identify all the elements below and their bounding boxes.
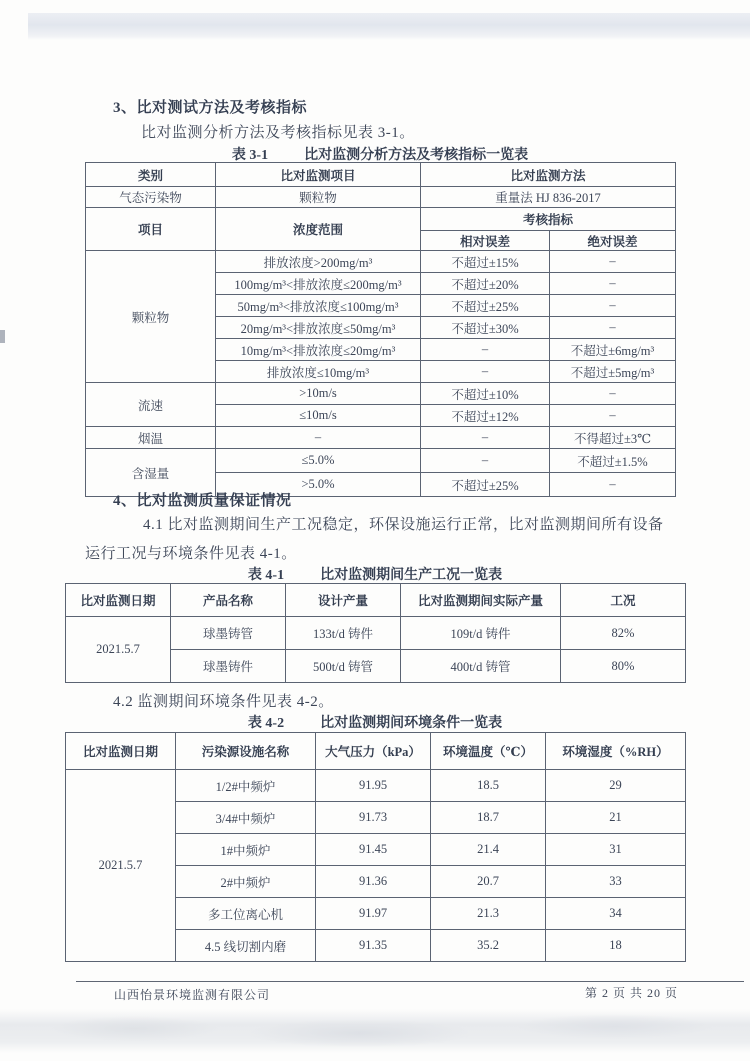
- section-4-1-text-line1: 4.1 比对监测期间生产工况稳定，环保设施运行正常，比对监测期间所有设备: [143, 517, 664, 533]
- relative-error-cell: –: [421, 339, 550, 361]
- header-load: 工况: [561, 584, 686, 617]
- load-cell: 80%: [561, 650, 686, 683]
- group-label-moisture: 含湿量: [86, 449, 216, 497]
- table-4-2-caption-title: 比对监测期间环境条件一览表: [320, 716, 503, 731]
- absolute-error-cell: 不超过±5mg/m³: [550, 361, 676, 383]
- load-cell: 82%: [561, 617, 686, 650]
- method-cell: 重量法 HJ 836-2017: [421, 187, 676, 208]
- relative-error-cell: 不超过±25%: [421, 473, 550, 497]
- product-cell: 球墨铸管: [171, 617, 286, 650]
- absolute-error-cell: –: [550, 405, 676, 427]
- range-cell: 10mg/m³<排放浓度≤20mg/m³: [216, 339, 421, 361]
- relative-error-cell: 不超过±10%: [421, 383, 550, 405]
- table-row: [66, 770, 686, 802]
- header-item: 比对监测项目: [216, 163, 421, 187]
- header-design-output: 设计产量: [286, 584, 401, 617]
- absolute-error-cell: –: [550, 251, 676, 273]
- absolute-error-cell: –: [550, 295, 676, 317]
- pressure-cell: 91.73: [316, 802, 431, 834]
- subheader-indicator: 考核指标: [421, 208, 676, 231]
- range-cell: ≤10m/s: [216, 405, 421, 427]
- facility-cell: 1/2#中频炉: [176, 770, 316, 802]
- relative-error-cell: 不超过±15%: [421, 251, 550, 273]
- table-header-row: [86, 163, 676, 187]
- relative-error-cell: –: [421, 361, 550, 383]
- range-cell: 排放浓度>200mg/m³: [216, 251, 421, 273]
- table-3-1-caption-title: 比对监测分析方法及考核指标一览表: [304, 148, 529, 163]
- range-cell: >10m/s: [216, 383, 421, 405]
- table-header-row: [66, 584, 686, 617]
- relative-error-cell: 不超过±25%: [421, 295, 550, 317]
- pressure-cell: 91.35: [316, 930, 431, 962]
- range-cell: ≤5.0%: [216, 449, 421, 473]
- section-4-heading: 4、比对监测质量保证情况: [113, 493, 292, 509]
- temperature-cell: 21.4: [431, 834, 546, 866]
- facility-cell: 4.5 线切割内磨: [176, 930, 316, 962]
- category-cell: 气态污染物: [86, 187, 216, 208]
- relative-error-cell: 不超过±30%: [421, 317, 550, 339]
- table-4-2-caption-label: 表 4-2: [247, 716, 285, 731]
- production-condition-table: [65, 583, 686, 683]
- range-cell: –: [216, 427, 421, 449]
- group-label-flue-temperature: 烟温: [86, 427, 216, 449]
- scan-shadow-band-bottom: [0, 1009, 750, 1053]
- table-4-1-caption-label: 表 4-1: [247, 568, 285, 583]
- table-subheader-row: [86, 208, 676, 231]
- subheader-relative-error: 相对误差: [421, 231, 550, 251]
- table-row: [86, 383, 676, 405]
- pressure-cell: 91.97: [316, 898, 431, 930]
- header-category: 类别: [86, 163, 216, 187]
- table-4-2-caption: [65, 712, 685, 732]
- humidity-cell: 21: [546, 802, 686, 834]
- section-3-heading: 3、比对测试方法及考核指标: [113, 100, 308, 116]
- facility-cell: 2#中频炉: [176, 866, 316, 898]
- header-method: 比对监测方法: [421, 163, 676, 187]
- pressure-cell: 91.45: [316, 834, 431, 866]
- temperature-cell: 18.5: [431, 770, 546, 802]
- temperature-cell: 20.7: [431, 866, 546, 898]
- environment-condition-table: [65, 732, 686, 962]
- monitoring-date-cell: 2021.5.7: [66, 770, 176, 962]
- relative-error-cell: 不超过±12%: [421, 405, 550, 427]
- facility-cell: 1#中频炉: [176, 834, 316, 866]
- absolute-error-cell: 不超过±1.5%: [550, 449, 676, 473]
- table-4-1-caption: [65, 564, 685, 584]
- footer-divider: [76, 981, 744, 982]
- table-row: [86, 427, 676, 449]
- header-actual-output: 比对监测期间实际产量: [401, 584, 561, 617]
- section-4-1-text-line2: 运行工况与环境条件见表 4-1。: [85, 546, 297, 562]
- range-cell: 20mg/m³<排放浓度≤50mg/m³: [216, 317, 421, 339]
- table-row: [86, 449, 676, 473]
- humidity-cell: 31: [546, 834, 686, 866]
- absolute-error-cell: –: [550, 473, 676, 497]
- absolute-error-cell: –: [550, 383, 676, 405]
- subheader-project: 项目: [86, 208, 216, 251]
- section-4-2-text: 4.2 监测期间环境条件见表 4-2。: [113, 694, 334, 710]
- footer-company-name: 山西怡景环境监测有限公司: [114, 988, 271, 1002]
- group-label-flow-velocity: 流速: [86, 383, 216, 427]
- humidity-cell: 34: [546, 898, 686, 930]
- footer-page-number: 第 2 页 共 20 页: [585, 986, 679, 1000]
- pressure-cell: 91.95: [316, 770, 431, 802]
- actual-output-cell: 400t/d 铸管: [401, 650, 561, 683]
- table-row: [86, 251, 676, 273]
- absolute-error-cell: 不超过±6mg/m³: [550, 339, 676, 361]
- range-cell: 排放浓度≤10mg/m³: [216, 361, 421, 383]
- pressure-cell: 91.36: [316, 866, 431, 898]
- table-row: [86, 187, 676, 208]
- table-row: [66, 617, 686, 650]
- table-4-1-caption-title: 比对监测期间生产工况一览表: [320, 568, 503, 583]
- relative-error-cell: 不超过±20%: [421, 273, 550, 295]
- header-facility-name: 污染源设施名称: [176, 733, 316, 770]
- monitoring-date-cell: 2021.5.7: [66, 617, 171, 683]
- relative-error-cell: –: [421, 449, 550, 473]
- temperature-cell: 18.7: [431, 802, 546, 834]
- relative-error-cell: –: [421, 427, 550, 449]
- method-indicator-table: [85, 162, 676, 497]
- humidity-cell: 33: [546, 866, 686, 898]
- actual-output-cell: 109t/d 铸件: [401, 617, 561, 650]
- header-pressure: 大气压力（kPa）: [316, 733, 431, 770]
- product-cell: 球墨铸件: [171, 650, 286, 683]
- absolute-error-cell: –: [550, 273, 676, 295]
- range-cell: 100mg/m³<排放浓度≤200mg/m³: [216, 273, 421, 295]
- temperature-cell: 21.3: [431, 898, 546, 930]
- facility-cell: 多工位离心机: [176, 898, 316, 930]
- table-header-row: [66, 733, 686, 770]
- scan-speck: [0, 330, 5, 343]
- section-3-intro: 比对监测分析方法及考核指标见表 3-1。: [141, 125, 415, 141]
- absolute-error-cell: –: [550, 317, 676, 339]
- subheader-range: 浓度范围: [216, 208, 421, 251]
- range-cell: 50mg/m³<排放浓度≤100mg/m³: [216, 295, 421, 317]
- header-temperature: 环境温度（℃）: [431, 733, 546, 770]
- design-output-cell: 133t/d 铸件: [286, 617, 401, 650]
- header-monitoring-date: 比对监测日期: [66, 584, 171, 617]
- design-output-cell: 500t/d 铸管: [286, 650, 401, 683]
- header-humidity: 环境湿度（%RH）: [546, 733, 686, 770]
- scan-shadow-band-top: [28, 13, 750, 40]
- header-monitoring-date: 比对监测日期: [66, 733, 176, 770]
- humidity-cell: 29: [546, 770, 686, 802]
- temperature-cell: 35.2: [431, 930, 546, 962]
- facility-cell: 3/4#中频炉: [176, 802, 316, 834]
- subheader-absolute-error: 绝对误差: [550, 231, 676, 251]
- table-3-1-caption: [85, 144, 675, 164]
- item-cell: 颗粒物: [216, 187, 421, 208]
- header-product-name: 产品名称: [171, 584, 286, 617]
- range-cell: >5.0%: [216, 473, 421, 497]
- table-3-1-caption-label: 表 3-1: [231, 148, 269, 163]
- absolute-error-cell: 不得超过±3℃: [550, 427, 676, 449]
- humidity-cell: 18: [546, 930, 686, 962]
- group-label-particulate: 颗粒物: [86, 251, 216, 383]
